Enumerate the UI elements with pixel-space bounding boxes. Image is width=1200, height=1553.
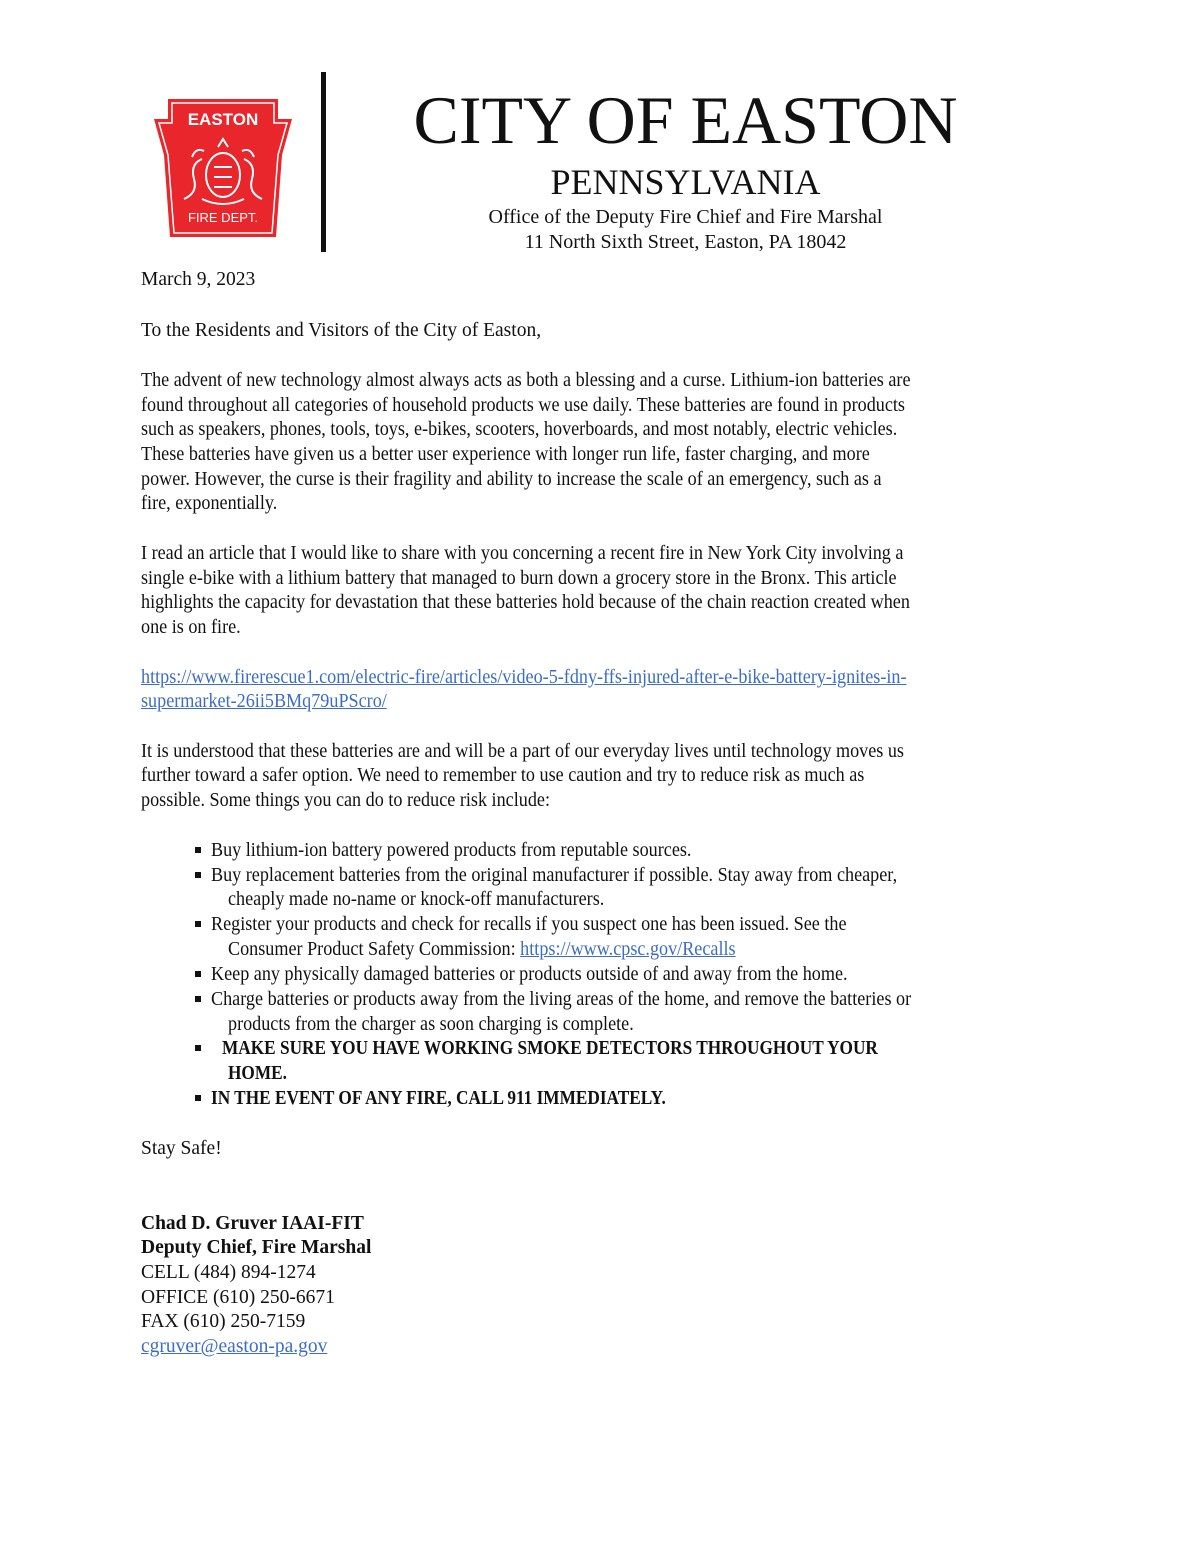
paragraph-line: These batteries have given us a better user experience with longer run life, faster charging, and more [141, 444, 870, 465]
paragraph-line: one is on fire. [141, 617, 241, 638]
tip-text: HOME. [228, 1063, 287, 1084]
tip-text: MAKE SURE YOU HAVE WORKING SMOKE DETECTORS THROUGHOUT YOUR [222, 1038, 878, 1059]
closing: Stay Safe! [141, 1138, 222, 1159]
letter-date: March 9, 2023 [141, 269, 256, 290]
salutation: To the Residents and Visitors of the City of Easton, [141, 320, 542, 341]
paragraph-line: such as speakers, phones, tools, toys, e-bikes, scooters, hoverboards, and most notably, electric vehicles. [141, 419, 898, 440]
cpsc-recalls-link[interactable]: https://www.cpsc.gov/Recalls [520, 939, 736, 960]
header-divider [321, 72, 326, 252]
tip-text: Register your products and check for recalls if you suspect one has been issued. See the [211, 914, 847, 935]
paragraph-line: single e-bike with a lithium battery that managed to burn down a grocery store in the Bronx. This article [141, 568, 897, 589]
tip-text: products from the charger as soon charging is complete. [228, 1014, 634, 1035]
paragraph-line: The advent of new technology almost always acts as both a blessing and a curse. Lithium-ion batteries are [141, 370, 911, 391]
paragraph-line: power. However, the curse is their fragility and ability to increase the scale of an emergency, such as a [141, 469, 882, 490]
easton-fire-dept-logo [152, 97, 294, 239]
tip-text: Consumer Product Safety Commission: [228, 939, 521, 960]
article-link-line[interactable]: https://www.firerescue1.com/electric-fire/articles/video-5-fdny-ffs-injured-after-e-bike-battery-ignites-in- [141, 667, 907, 688]
bullet-icon [195, 1045, 201, 1051]
office-address: 11 North Sixth Street, Easton, PA 18042 [524, 231, 847, 253]
logo-bottom-text: FIRE DEPT. [187, 210, 259, 225]
cell-phone: CELL (484) 894-1274 [141, 1262, 316, 1283]
tip-text: Charge batteries or products away from the living areas of the home, and remove the batteries or [211, 989, 912, 1010]
fax-number: FAX (610) 250-7159 [141, 1311, 306, 1332]
bullet-icon [195, 971, 201, 977]
signer-title: Deputy Chief, Fire Marshal [141, 1237, 372, 1258]
email-link[interactable]: cgruver@easton-pa.gov [141, 1336, 328, 1357]
paragraph-line: It is understood that these batteries are and will be a part of our everyday lives until technology moves us [141, 741, 904, 762]
tip-text: Keep any physically damaged batteries or products outside of and away from the home. [211, 964, 848, 985]
paragraph-line: I read an article that I would like to share with you concerning a recent fire in New York City involving a [141, 543, 904, 564]
paragraph-line: possible. Some things you can do to reduce risk include: [141, 790, 550, 811]
state-title: PENNSYLVANIA [550, 162, 821, 202]
tip-text-with-link [228, 938, 736, 962]
bullet-icon [195, 996, 201, 1002]
tip-text: Buy lithium-ion battery powered products from reputable sources. [211, 840, 692, 861]
paragraph-line: found throughout all categories of household products we use daily. These batteries are found in products [141, 395, 905, 416]
bullet-icon [195, 872, 201, 878]
office-phone: OFFICE (610) 250-6671 [141, 1287, 335, 1308]
bullet-icon [195, 1095, 201, 1101]
office-name: Office of the Deputy Fire Chief and Fire Marshal [488, 206, 883, 228]
tip-text: cheaply made no-name or knock-off manufacturers. [228, 889, 605, 910]
paragraph-line: fire, exponentially. [141, 493, 278, 514]
city-title: CITY OF EASTON [413, 82, 958, 158]
signer-name: Chad D. Gruver IAAI-FIT [141, 1213, 364, 1234]
article-link-line[interactable]: supermarket-26ii5BMq79uPScro/ [141, 691, 387, 712]
tip-text: IN THE EVENT OF ANY FIRE, CALL 911 IMMEDIATELY. [211, 1088, 666, 1109]
bullet-icon [195, 921, 201, 927]
tip-text: Buy replacement batteries from the original manufacturer if possible. Stay away from cheaper, [211, 865, 898, 886]
paragraph-line: highlights the capacity for devastation that these batteries hold because of the chain reaction created when [141, 592, 910, 613]
logo-top-text: EASTON [187, 110, 259, 129]
bullet-icon [195, 847, 201, 853]
paragraph-line: further toward a safer option. We need to remember to use caution and try to reduce risk as much as [141, 765, 865, 786]
